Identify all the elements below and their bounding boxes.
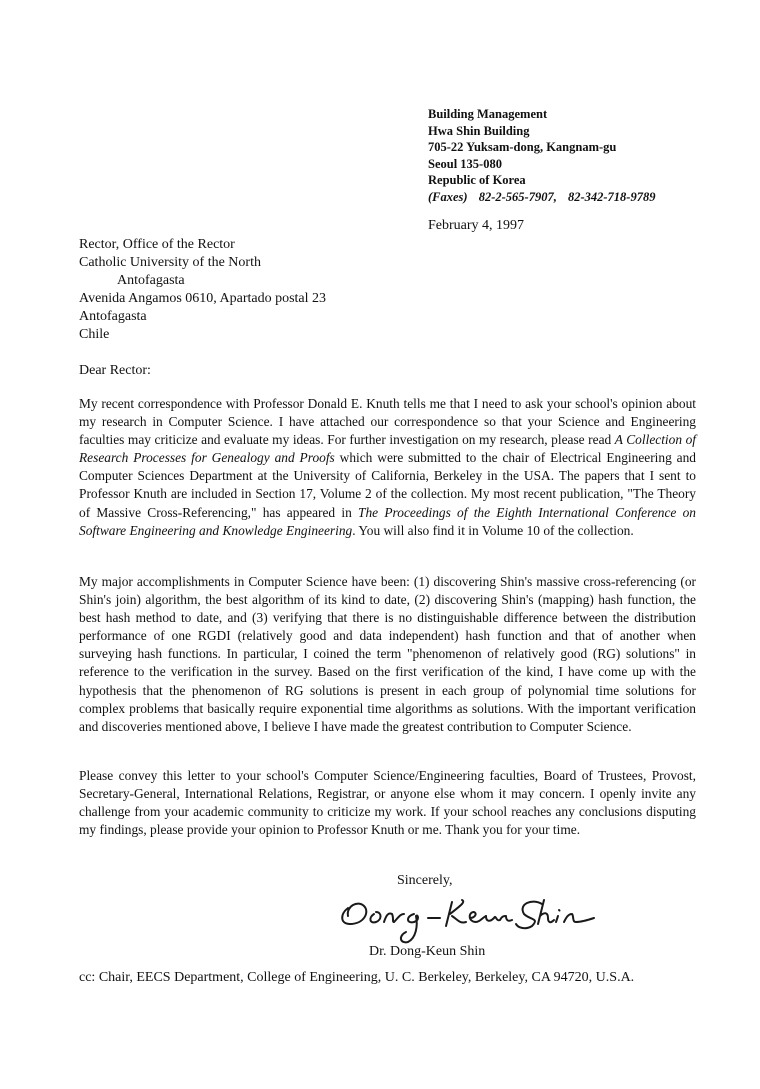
- recipient-line: Rector, Office of the Rector: [79, 237, 235, 252]
- body-paragraph-2: My major accomplishments in Computer Science have been: (1) discovering Shin's massive cross-referencing (or Shin's join) algorithm, the best algorithm of its kind to date, (2) discovering Shin's (mapping) hash function, the best hash method to date, and (3) verifying that there is no distinguishable difference between the distribution performance of one RGDI (relatively good and data independent) hash function and that of another when surveying hash functions. In particular, I coined the term "phenomenon of relatively good (RG) solutions" in reference to the verification in the survey. Based on the first verification of the kind, I have come up with the hypothesis that the phenomenon of RG solutions is present in each group of polynomial time solutions for complex problems that basically require exponential time algorithms as solutions. With the important verification and discoveries mentioned above, I believe I have made the greatest contribution to Computer Science.: [79, 574, 696, 734]
- letterhead-line: Republic of Korea: [428, 173, 526, 188]
- cc-line: cc: Chair, EECS Department, College of Engineering, U. C. Berkeley, Berkeley, CA 94720, U.S.A.: [79, 970, 635, 985]
- letterhead-line: 705-22 Yuksam-dong, Kangnam-gu: [428, 140, 617, 155]
- book-title: A Collection of Research Processes for Genealogy and Proofs: [79, 432, 696, 466]
- recipient-line: Chile: [79, 327, 110, 342]
- recipient-line: Avenida Angamos 0610, Apartado postal 23: [79, 291, 327, 306]
- letterhead: [428, 106, 655, 206]
- signer-name: Dr. Dong-Keun Shin: [369, 944, 486, 959]
- paragraph-text: . You will also find it in Volume 10 of the collection.: [352, 522, 634, 538]
- recipient-address: [79, 236, 326, 344]
- letterhead-line: Building Management: [428, 107, 548, 121]
- fax-numbers: [428, 189, 655, 206]
- paragraph-text: My recent correspondence with Professor Donald E. Knuth tells me that I need to ask your school's opinion about my research in Computer Science. I have attached our correspondence so that your Science and Engineering faculties may criticize and evaluate my ideas. For further investigation on my research, please read: [79, 396, 696, 448]
- recipient-line: Catholic University of the North: [79, 255, 261, 270]
- paragraph-text: which were submitted to the chair of Electrical Engineering and Computer Sciences Department at the University of California, Berkeley in the USA. The papers that I sent to Professor Knuth are included in Section 17, Volume 2 of the collection. My most recent publication, "The Theory of Massive Cross-Referencing," has appeared in: [79, 450, 696, 520]
- recipient-line: Antofagasta: [117, 273, 185, 288]
- fax-number: 82-342-718-9789: [567, 189, 656, 204]
- body-paragraph-1: [79, 395, 696, 540]
- letterhead-line: Hwa Shin Building: [428, 123, 530, 138]
- closing: Sincerely,: [397, 873, 453, 888]
- letter-date: February 4, 1997: [428, 218, 525, 233]
- body-paragraph-3: Please convey this letter to your school's Computer Science/Engineering faculties, Board of Trustees, Provost, Secretary-General, International Relations, Registrar, or anyone else whom it may concern. I openly invite any challenge from your academic community to criticize my work. If your school reaches any conclusions disputing my findings, please provide your opinion to Professor Knuth or me. Thank you for your time.: [79, 768, 696, 838]
- fax-label: (Faxes): [428, 189, 468, 204]
- letterhead-line: Seoul 135-080: [428, 156, 502, 171]
- fax-number: 82-2-565-7907,: [478, 189, 557, 204]
- recipient-line: Antofagasta: [79, 309, 147, 324]
- salutation: Dear Rector:: [79, 363, 151, 378]
- handwritten-signature: [336, 888, 596, 948]
- proceedings-title: The Proceedings of the Eighth International Conference on Software Engineering and Knowledge Engineering: [79, 504, 696, 538]
